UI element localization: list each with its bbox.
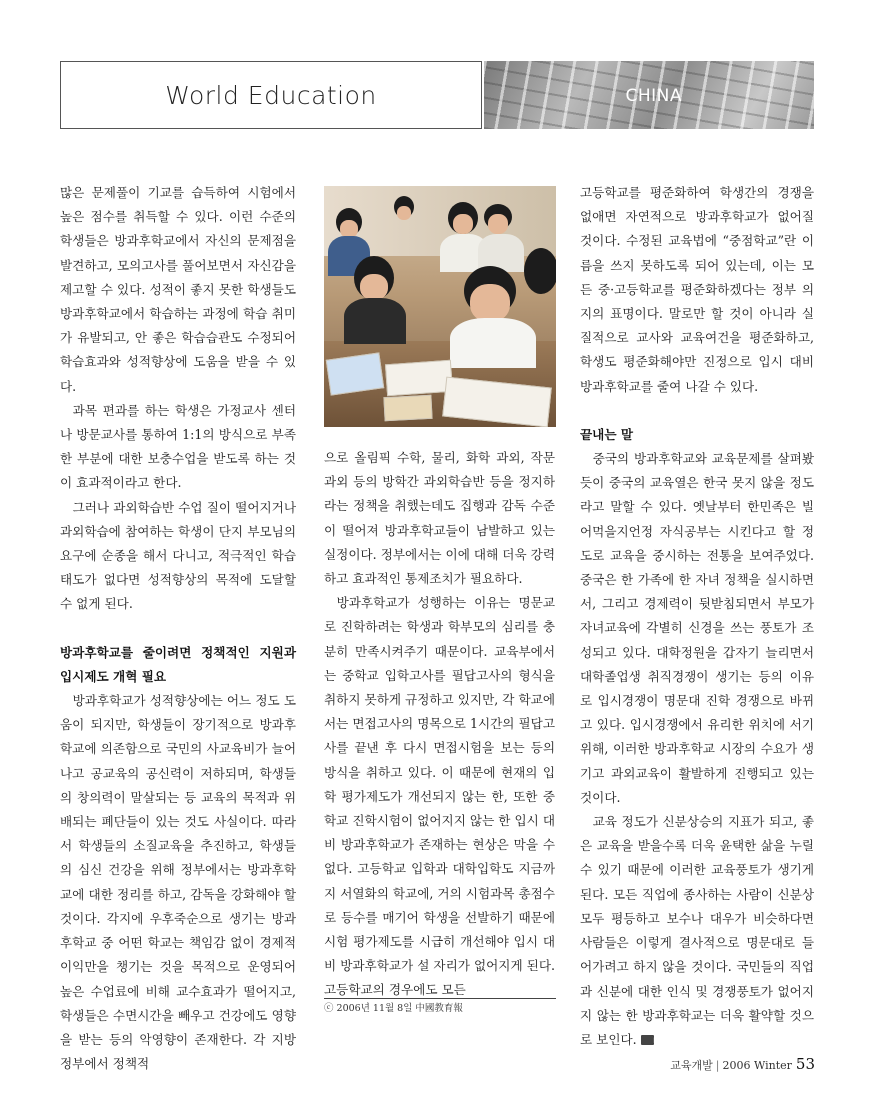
section-heading: 끝내는 말 — [580, 426, 634, 442]
page-number: 53 — [795, 1055, 815, 1073]
paragraph: 그러나 과외학습반 수업 질이 떨어지거나 과외학습에 참여하는 학생이 단지 부모님의 요구에 순종을 해서 다니고, 적극적인 학습 태도가 없다면 성적향상의 목적에 도달할 수 없게 된다. — [60, 499, 296, 612]
header-banner-image — [484, 61, 814, 129]
text-column-1 — [60, 181, 296, 1076]
students-studying-photo — [324, 186, 556, 427]
magazine-name: 교육개발 — [670, 1059, 713, 1072]
paragraph: 중국의 방과후학교와 교육문제를 살펴봤듯이 중국의 교육열은 한국 못지 않을 정도라고 말할 수 있다. 옛날부터 한민족은 빌어먹을지언정 자식공부는 시킨다고 할 정도로 교육을 중시하는 전통을 보여주었다. 중국은 한 가족에 한 자녀 정책을 실시하면서, 그리고 경제력이 뒷받침되면서 부모가 자녀교육에 각별히 신경을 쓰는 풍토가 조성되고 있다. 대학정원을 갑자기 늘리면서 대학졸업생 취직경쟁이 생기는 등의 이유로 입시경쟁이 명문대 진학 경쟁으로 바뀌고 있다. 입시경쟁에서 유리한 위치에 서기 위해, 이러한 방과후학교 시장의 수요가 생기고 과외교육이 활발하게 진행되고 있는 것이다. — [580, 451, 814, 805]
section-heading: 방과후학교를 줄이려면 정책적인 지원과 입시제도 개혁 필요 — [60, 644, 296, 684]
paragraph: 과목 편과를 하는 학생은 가정교사 센터나 방문교사를 통하여 1:1의 방식으로 부족한 부분에 대한 보충수업을 받도록 하는 것이 효과적이라고 한다. — [60, 402, 296, 491]
paragraph-text: 교육 정도가 신분상승의 지표가 되고, 좋은 교육을 받을수록 더욱 윤택한 삶을 누릴 수 있기 때문에 이러한 교육풍토가 생기게 된다. 모든 직업에 종사하는 사람이 신분상 모두 평등하고 보수나 대우가 비슷하다면 사람들은 이렇게 결사적으로 명문대로 들어가려고 하지 않을 것이다. 국민들의 직업과 신분에 대한 인식 및 경쟁풍토가 없어지지 않는 한 방과후학교는 더욱 활약할 것으로 보인다. — [580, 814, 814, 1047]
paragraph: 방과후학교가 성적향상에는 어느 정도 도움이 되지만, 학생들이 장기적으로 방과후학교에 의존함으로 국민의 사교육비가 늘어나고 공교육의 공신력이 저하되며, 학생들의 창의력이 말살되는 등 교육의 목적과 위배되는 폐단들이 있는 것도 사실이다. 따라서 학생들의 소질교육을 추진하고, 학생들의 심신 건강을 위해 정부에서는 방과후학교에 대한 정리를 하고, 감독을 강화해야 할 것이다. 각지에 우후죽순으로 생기는 방과후학교 중 어떤 학교는 책임감 없이 경제적 이익만을 챙기는 것을 목적으로 운영되어 높은 수업료에 비해 교수효과가 떨어지고, 학생들은 수면시간을 빼우고 건강에도 영향을 받는 등의 악영향이 존재한다. 각 지방 정부에서 정책적 — [60, 693, 296, 1072]
text-column-2 — [324, 446, 555, 1003]
footnote-divider — [324, 998, 556, 999]
page-footer: 교육개발 | 2006 Winter 53 — [670, 1055, 815, 1073]
paragraph: 많은 문제풀이 기교를 습득하여 시험에서 높은 점수를 취득할 수 있다. 이런 수준의 학생들은 방과후학교에서 자신의 문제점을 발견하고, 모의고사를 풀어보면서 자신감을 제고할 수 있다. 성적이 좋지 못한 학생들도 방과후학교에서 학습하는 과정에 학습 취미가 유발되고, 안 좋은 학습습관도 수정되어 학습효과와 성적향상에 도움을 받을 수 있다. — [60, 185, 296, 394]
end-mark-icon: ■ — [641, 1035, 654, 1045]
section-header-box — [60, 61, 482, 129]
paragraph: 고등학교를 평준화하여 학생간의 경쟁을 없애면 자연적으로 방과후학교가 없어질 것이다. 수정된 교육법에 “중점학교”란 이름을 쓰지 못하도록 되어 있는데, 이는 모든 중·고등학교를 평준화하겠다는 정부 의지의 표명이다. 말로만 할 것이 아니라 실질적으로 교사와 교육여건을 평준화하고, 학생도 평준화해야만 진정으로 입시 대비 방과후학교를 줄여 나갈 수 있다. — [580, 185, 814, 394]
region-label: CHINA — [625, 86, 682, 106]
section-title: World Education — [165, 80, 377, 110]
paragraph — [580, 810, 814, 1052]
issue-label: 2006 Winter — [722, 1059, 792, 1072]
paragraph: 으로 올림픽 수학, 물리, 화학 과외, 작문 과외 등의 방학간 과외학습반 등을 정지하라는 정책을 취했는데도 집행과 감독 수준이 떨어져 방과후학교들이 남발하고 있는 실정이다. 정부에서는 이에 대해 더욱 강력하고 효과적인 통제조치가 필요하다. — [324, 450, 555, 587]
text-column-3 — [580, 181, 814, 1052]
paragraph: 방과후학교가 성행하는 이유는 명문교로 진학하려는 학생과 학부모의 심리를 충분히 만족시켜주기 때문이다. 교육부에서는 중학교 입학고사를 필답고사의 형식을 취하지 못하게 규정하고 있지만, 각 학교에서는 면접고사의 명목으로 1시간의 필답고사를 끝낸 후 다시 면접시험을 보는 등의 방식을 취하고 있다. 이 때문에 현재의 입학 평가제도가 개선되지 않는 한, 또한 중학교 진학시험이 없어지지 않는 한 입시 대비 방과후학교가 존재하는 현상은 막을 수 없다. 고등학교 입학과 대학입학도 지금까지 서열화의 학교에, 거의 시험과목 총점수로 등수를 매기어 학생을 선발하기 때문에 시험 평가제도를 시급히 개선해야 입시 대비 방과후학교가 설 자리가 없어지게 된다. 고등학교의 경우에도 모든 — [324, 595, 555, 998]
source-footnote: ⓒ 2006년 11월 8일 中國教育報 — [324, 1003, 463, 1014]
